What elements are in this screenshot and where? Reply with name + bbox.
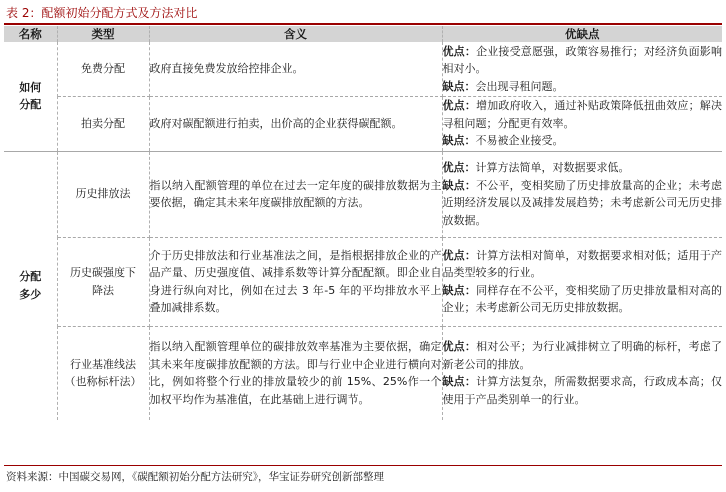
- type-cell: [57, 326, 149, 420]
- meaning-cell: 指以纳入配额管理单位的碳排放效率基准为主要依据，确定其未来年度碳排放配额的方法。即与行业中企业进行横向对比，例如将整个行业的排放量较少的前 15%、25%作一个加权平均作为基准值，在此基础上进行调节。: [149, 326, 442, 420]
- group-label-how: [4, 42, 57, 151]
- pros-body: 计算方法相对简单，对数据要求相对低；适用于产品类型较多的行业。: [442, 248, 722, 279]
- type-cell: [57, 96, 149, 151]
- pros-cons-cell: [442, 151, 722, 237]
- cons-body: 不公平，变相奖励了历史排放量高的企业；未考虑近期经济发展以及减排发展趋势；未考虑新公司无历史排放数据。: [442, 178, 722, 227]
- source-note: 资料来源：中国碳交易网，《碳配额初始分配方法研究》，华宝证券研究创新部整理: [6, 471, 384, 483]
- pros-body: 计算方法简单，对数据要求低。: [475, 161, 630, 174]
- cons-body: 会出现寻租问题。: [475, 79, 564, 93]
- group-label-line: 多少: [19, 287, 42, 301]
- cons-text: [443, 78, 723, 96]
- header-type: 类型: [57, 26, 149, 42]
- type-label: 降法: [92, 283, 114, 297]
- cons-body: 不易被企业接受。: [475, 134, 564, 148]
- type-label: 免费分配: [81, 62, 125, 75]
- cons-label: 缺点：: [442, 375, 477, 389]
- table-caption: 表 2：配额初始分配方式及方法对比: [6, 6, 198, 20]
- source-rule: [4, 465, 722, 466]
- cons-label: 缺点：: [442, 134, 476, 148]
- type-cell: [57, 151, 149, 237]
- pros-text: [443, 159, 723, 177]
- pros-cons-cell: [442, 96, 722, 151]
- pros-text: [443, 43, 723, 78]
- cons-text: [443, 373, 723, 408]
- header-name: 名称: [4, 26, 57, 42]
- allocation-comparison-table: [4, 26, 722, 420]
- meaning-cell: 政府直接免费发放给控排企业。: [149, 42, 442, 96]
- pros-body: 企业接受意愿强，政策容易推行；对经济负面影响相对小。: [442, 44, 722, 75]
- cons-body: 同样存在不公平，变相奖励了历史排放量相对高的企业；未考虑新公司无历史排放数据。: [442, 283, 722, 314]
- meaning-cell: 政府对碳配额进行拍卖，出价高的企业获得碳配额。: [149, 96, 442, 151]
- pros-label: 优点：: [442, 340, 477, 354]
- cons-text: [443, 282, 723, 317]
- pros-cons-cell: [442, 237, 722, 326]
- header-meaning: 含义: [149, 26, 442, 42]
- group-label-line: 如何: [19, 80, 42, 94]
- type-label: 行业基准线法: [70, 357, 136, 371]
- pros-label: 优点：: [442, 248, 477, 262]
- pros-label: 优点：: [442, 161, 476, 174]
- pros-text: [443, 247, 723, 282]
- table-row: [4, 237, 722, 326]
- table-row: [4, 326, 722, 420]
- pros-label: 优点：: [442, 99, 477, 113]
- type-label: 历史排放法: [75, 187, 131, 201]
- meaning-cell: 介于历史排放法和行业基准法之间，是指根据排放企业的产品产量、历史强度值、减排系数等计算分配配额。即企业自身进行纵向对比，例如在过去 3 年-5 年的平均排放水平上叠加减排系数。: [149, 237, 442, 326]
- table-row: [4, 151, 722, 237]
- pros-text: [443, 97, 723, 132]
- header-pros-cons: 优缺点: [442, 26, 722, 42]
- cons-label: 缺点：: [442, 283, 477, 297]
- meaning-cell: 指以纳入配额管理的单位在过去一定年度的碳排放数据为主要依据，确定其未来年度碳排放配额的方法。: [149, 151, 442, 237]
- cons-label: 缺点：: [442, 79, 476, 93]
- type-label: 拍卖分配: [81, 116, 125, 130]
- group-label-how-much: [4, 151, 57, 420]
- caption-rule: [4, 23, 722, 25]
- cons-text: [443, 132, 723, 150]
- type-label: 历史碳强度下: [70, 266, 136, 279]
- pros-text: [443, 338, 723, 373]
- table-row: [4, 96, 722, 151]
- table-header-row: [4, 26, 722, 42]
- group-label-line: 分配: [19, 98, 42, 112]
- pros-cons-cell: [442, 42, 722, 96]
- table-row: [4, 42, 722, 96]
- type-label: （也称标杆法）: [64, 375, 142, 389]
- pros-body: 增加政府收入，通过补贴政策降低扭曲效应；解决寻租问题；分配更有效率。: [442, 99, 722, 130]
- type-cell: [57, 42, 149, 96]
- cons-body: 计算方法复杂，所需数据要求高，行政成本高；仅使用于产品类别单一的行业。: [442, 375, 722, 406]
- pros-cons-cell: [442, 326, 722, 420]
- pros-label: 优点：: [442, 44, 477, 58]
- pros-body: 相对公平；为行业减排树立了明确的标杆，考虑了新老公司的排放。: [442, 340, 722, 371]
- type-cell: [57, 237, 149, 326]
- group-label-line: 分配: [19, 270, 42, 284]
- cons-text: [443, 177, 723, 230]
- cons-label: 缺点：: [442, 178, 477, 192]
